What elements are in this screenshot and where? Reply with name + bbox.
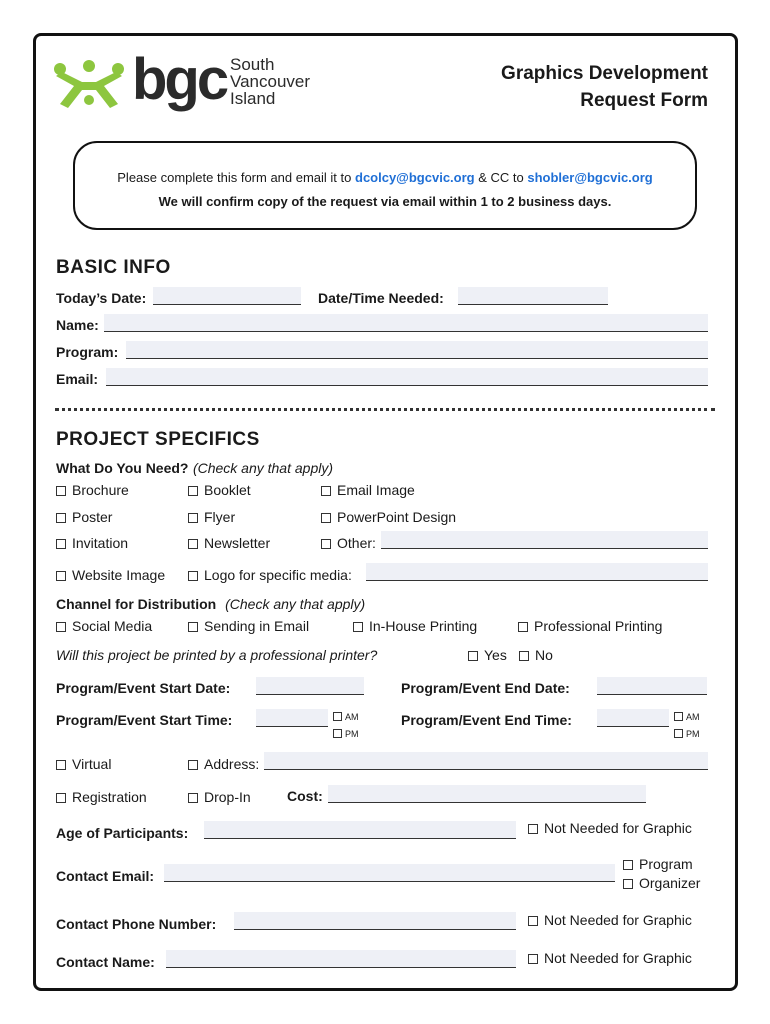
todays-date-field[interactable] <box>153 287 301 305</box>
other-field[interactable] <box>381 531 708 549</box>
checkbox-program[interactable]: Program <box>623 856 693 872</box>
end-date-field[interactable] <box>597 677 707 695</box>
address-field[interactable] <box>264 752 708 770</box>
instructions-line2: We will confirm copy of the request via email within 1 to 2 business days. <box>158 194 612 209</box>
contact-email-field[interactable] <box>164 864 615 882</box>
bgc-logo <box>52 47 332 127</box>
end-time-am[interactable]: AM <box>674 712 700 722</box>
checkbox-age-not-needed[interactable]: Not Needed for Graphic <box>528 820 692 836</box>
end-time-field[interactable] <box>597 709 669 727</box>
bgc-people-icon <box>52 60 126 110</box>
email-field[interactable] <box>106 368 708 386</box>
checkbox-poster[interactable]: Poster <box>56 509 112 525</box>
contact-email-label: Contact Email: <box>56 868 155 884</box>
instructions-box <box>73 141 697 230</box>
project-specifics-heading: PROJECT SPECIFICS <box>56 429 260 450</box>
checkbox-booklet[interactable]: Booklet <box>188 482 251 498</box>
checkbox-no[interactable]: No <box>519 647 553 663</box>
age-label: Age of Participants: <box>56 825 189 841</box>
start-time-field[interactable] <box>256 709 328 727</box>
start-date-field[interactable] <box>256 677 364 695</box>
start-time-am[interactable]: AM <box>333 712 359 722</box>
checkbox-drop-in[interactable]: Drop-In <box>188 789 251 805</box>
contact-name-field[interactable] <box>166 950 516 968</box>
form-title-line1: Graphics Development <box>501 63 708 84</box>
contact-name-label: Contact Name: <box>56 954 155 970</box>
start-time-label: Program/Event Start Time: <box>56 712 233 728</box>
name-label: Name: <box>56 317 99 333</box>
logo-subtitle: South Vancouver Island <box>230 55 311 108</box>
date-time-needed-label: Date/Time Needed: <box>318 290 444 306</box>
checkbox-other[interactable]: Other: <box>321 535 376 551</box>
checkbox-yes[interactable]: Yes <box>468 647 507 663</box>
checkbox-virtual[interactable]: Virtual <box>56 756 111 772</box>
checkbox-newsletter[interactable]: Newsletter <box>188 535 270 551</box>
date-time-needed-field[interactable] <box>458 287 608 305</box>
checkbox-logo-media[interactable]: Logo for specific media: <box>188 567 352 583</box>
end-date-label: Program/Event End Date: <box>401 680 570 696</box>
checkbox-sending-email[interactable]: Sending in Email <box>188 618 309 634</box>
checkbox-address[interactable]: Address: <box>188 756 259 772</box>
checkbox-phone-not-needed[interactable]: Not Needed for Graphic <box>528 912 692 928</box>
end-time-pm[interactable]: PM <box>674 729 700 739</box>
checkbox-social-media[interactable]: Social Media <box>56 618 152 634</box>
email-link-dcolcy[interactable]: dcolcy@bgcvic.org <box>355 170 475 185</box>
checkbox-powerpoint[interactable]: PowerPoint Design <box>321 509 456 525</box>
logo-media-field[interactable] <box>366 563 708 581</box>
checkbox-inhouse-printing[interactable]: In-House Printing <box>353 618 477 634</box>
checkbox-email-image[interactable]: Email Image <box>321 482 415 498</box>
name-field[interactable] <box>104 314 708 332</box>
instructions-line1: Please complete this form and email it to dcolcy@bgcvic.org & CC to shobler@bgcvic.org <box>117 170 653 185</box>
end-time-label: Program/Event End Time: <box>401 712 572 728</box>
checkbox-website-image[interactable]: Website Image <box>56 567 165 583</box>
basic-info-heading: BASIC INFO <box>56 257 171 278</box>
checkbox-registration[interactable]: Registration <box>56 789 147 805</box>
checkbox-organizer[interactable]: Organizer <box>623 875 700 891</box>
start-time-pm[interactable]: PM <box>333 729 359 739</box>
checkbox-professional-printing[interactable]: Professional Printing <box>518 618 662 634</box>
form-title-line2: Request Form <box>580 90 708 111</box>
checkbox-name-not-needed[interactable]: Not Needed for Graphic <box>528 950 692 966</box>
section-divider <box>55 408 715 411</box>
email-link-shobler[interactable]: shobler@bgcvic.org <box>527 170 653 185</box>
logo-wordmark: bgc <box>132 47 227 112</box>
cost-field[interactable] <box>328 785 646 803</box>
todays-date-label: Today’s Date: <box>56 290 147 306</box>
checkbox-invitation[interactable]: Invitation <box>56 535 128 551</box>
start-date-label: Program/Event Start Date: <box>56 680 231 696</box>
program-field[interactable] <box>126 341 708 359</box>
what-need-prompt: What Do You Need? (Check any that apply) <box>56 460 334 476</box>
checkbox-flyer[interactable]: Flyer <box>188 509 235 525</box>
channel-prompt: Channel for Distribution (Check any that apply) <box>56 596 366 612</box>
age-field[interactable] <box>204 821 516 839</box>
program-label: Program: <box>56 344 119 360</box>
contact-phone-label: Contact Phone Number: <box>56 916 217 932</box>
professional-printer-question: Will this project be printed by a professional printer? <box>56 647 378 663</box>
email-label: Email: <box>56 371 99 387</box>
checkbox-brochure[interactable]: Brochure <box>56 482 129 498</box>
contact-phone-field[interactable] <box>234 912 516 930</box>
cost-label: Cost: <box>287 788 323 804</box>
